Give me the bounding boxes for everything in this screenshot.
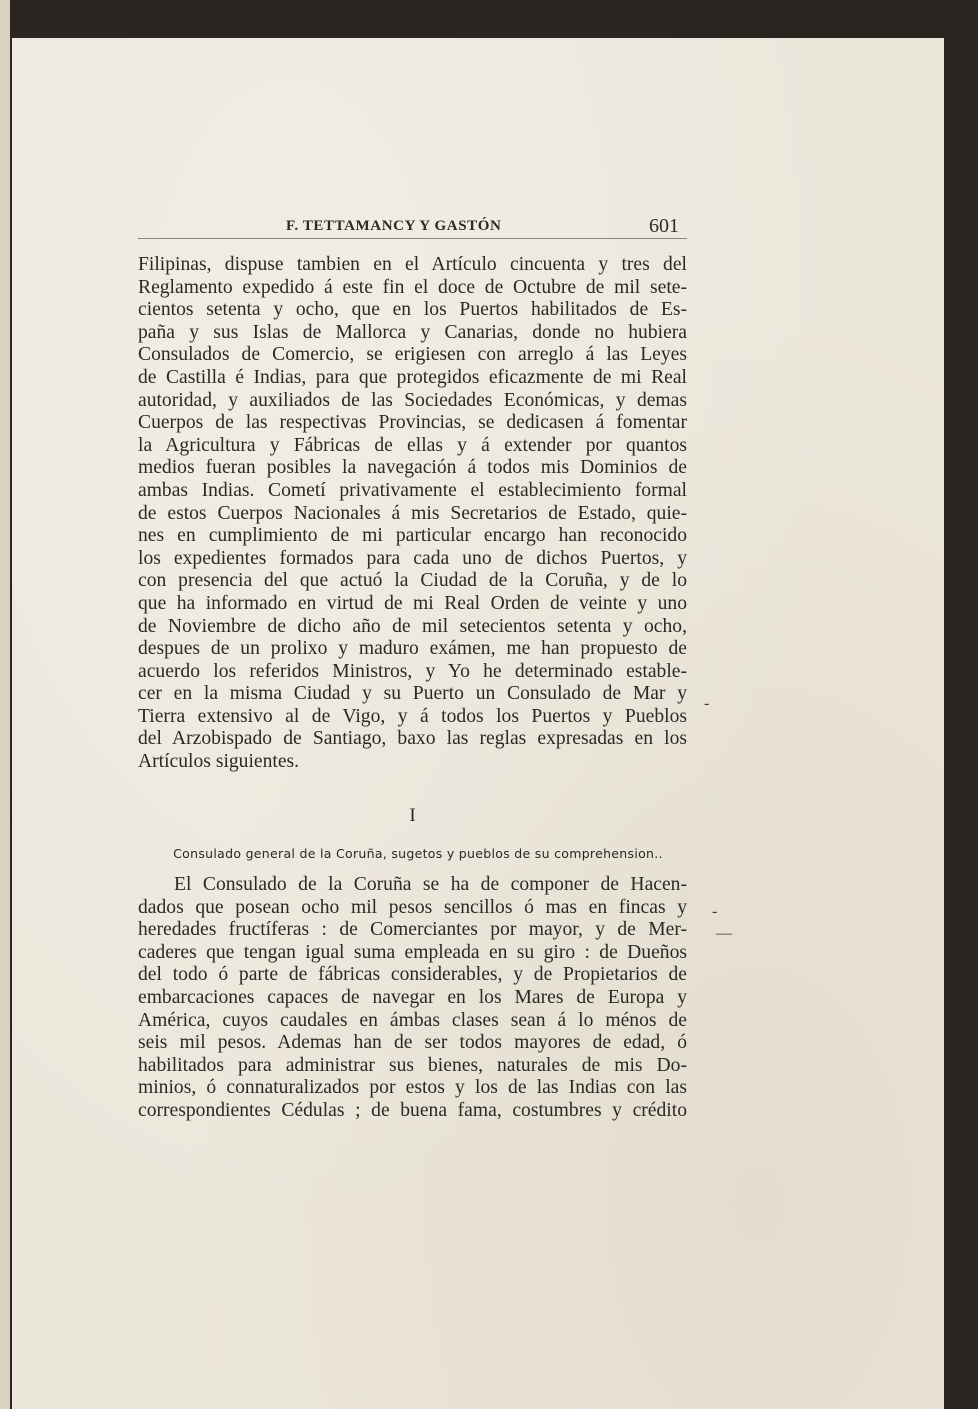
- paragraph-2: [138, 874, 687, 1123]
- page-number: 601: [649, 215, 679, 237]
- text-line: de Castilla é Indias, para que protegidos eficazmente de mi Real: [138, 366, 687, 388]
- text-line: Filipinas, dispuse tambien en el Artículo cincuenta y tres del: [138, 254, 687, 275]
- text-line: medios fueran posibles la navegación á todos mis Dominios de: [138, 457, 687, 479]
- text-line: los expedientes formados para cada uno de dichos Puertos, y: [138, 547, 687, 569]
- text-line: Artículos siguientes.: [138, 751, 300, 773]
- text-line: embarcaciones capaces de navegar en los Mares de Europa y: [138, 986, 687, 1008]
- text-line: acuerdo los referidos Ministros, y Yo he determinado estable-: [138, 660, 687, 682]
- text-line: la Agricultura y Fábricas de ellas y á extender por quantos: [138, 434, 687, 456]
- section-title: Consulado general de la Coruña, sugetos y pueblos de su comprehension..: [173, 846, 663, 861]
- text-line: autoridad, y auxiliados de las Sociedades Económicas, y demas: [138, 389, 687, 411]
- text-line: con presencia del que actuó la Ciudad de la Coruña, y de lo: [138, 570, 687, 592]
- text-line: despues de un prolixo y maduro exámen, me han propuesto de: [138, 638, 687, 660]
- text-line: del Arzobispado de Santiago, baxo las reglas expresadas en los: [138, 728, 687, 750]
- running-head: F. TETTAMANCY Y GASTÓN: [286, 218, 502, 234]
- text-line: dados que posean ocho mil pesos sencillos ó mas en fincas y: [138, 896, 687, 918]
- text-line: Reglamento expedido á este fin el doce de Octubre de mil sete-: [138, 276, 687, 298]
- text-line: minios, ó connaturalizados por estos y los de las Indias con las: [138, 1077, 687, 1099]
- text-line: que ha informado en virtud de mi Real Orden de veinte y uno: [138, 592, 687, 614]
- text-line: habilitados para administrar sus bienes, naturales de mis Do-: [138, 1054, 687, 1076]
- text-line: Tierra extensivo al de Vigo, y á todos los Puertos y Pueblos: [138, 705, 687, 727]
- text-line: cer en la misma Ciudad y su Puerto un Consulado de Mar y: [138, 683, 687, 705]
- text-line: Consulados de Comercio, se erigiesen con arreglo á las Leyes: [138, 344, 687, 366]
- section-number: I: [409, 805, 416, 826]
- text-line: seis mil pesos. Ademas han de ser todos mayores de edad, ó: [138, 1032, 687, 1054]
- scan-edge: [0, 0, 10, 1409]
- text-line: América, cuyos caudales en ámbas clases sean á lo ménos de: [138, 1009, 687, 1031]
- margin-dash-mark: -: [704, 695, 710, 712]
- text-line: Cuerpos de las respectivas Provincias, se dedicasen á fomentar: [138, 412, 687, 434]
- paragraph-1: [138, 254, 687, 774]
- text-line: caderes que tengan igual suma empleada en su giro : de Dueños: [138, 941, 687, 963]
- text-line: El Consulado de la Coruña se ha de componer de Hacen-: [174, 874, 687, 895]
- margin-dash-mark: —: [716, 925, 732, 942]
- page-header: [138, 216, 687, 239]
- text-line: del todo ó parte de fábricas considerables, y de Propietarios de: [138, 964, 687, 986]
- text-line: correspondientes Cédulas ; de buena fama, costumbres y crédito: [138, 1099, 687, 1121]
- text-line: de Noviembre de dicho año de mil setecientos setenta y ocho,: [138, 615, 687, 637]
- text-line: paña y sus Islas de Mallorca y Canarias, donde no hubiera: [138, 321, 687, 343]
- text-line: de estos Cuerpos Nacionales á mis Secretarios de Estado, quie-: [138, 502, 687, 524]
- text-line: cientos setenta y ocho, que en los Puertos habilitados de Es-: [138, 299, 687, 321]
- text-line: ambas Indias. Cometí privativamente el establecimiento formal: [138, 479, 687, 501]
- margin-dash-mark: -: [712, 903, 718, 920]
- text-line: heredades fructíferas : de Comerciantes por mayor, y de Mer-: [138, 919, 687, 941]
- text-line: nes en cumplimiento de mi particular encargo han reconocido: [138, 525, 687, 547]
